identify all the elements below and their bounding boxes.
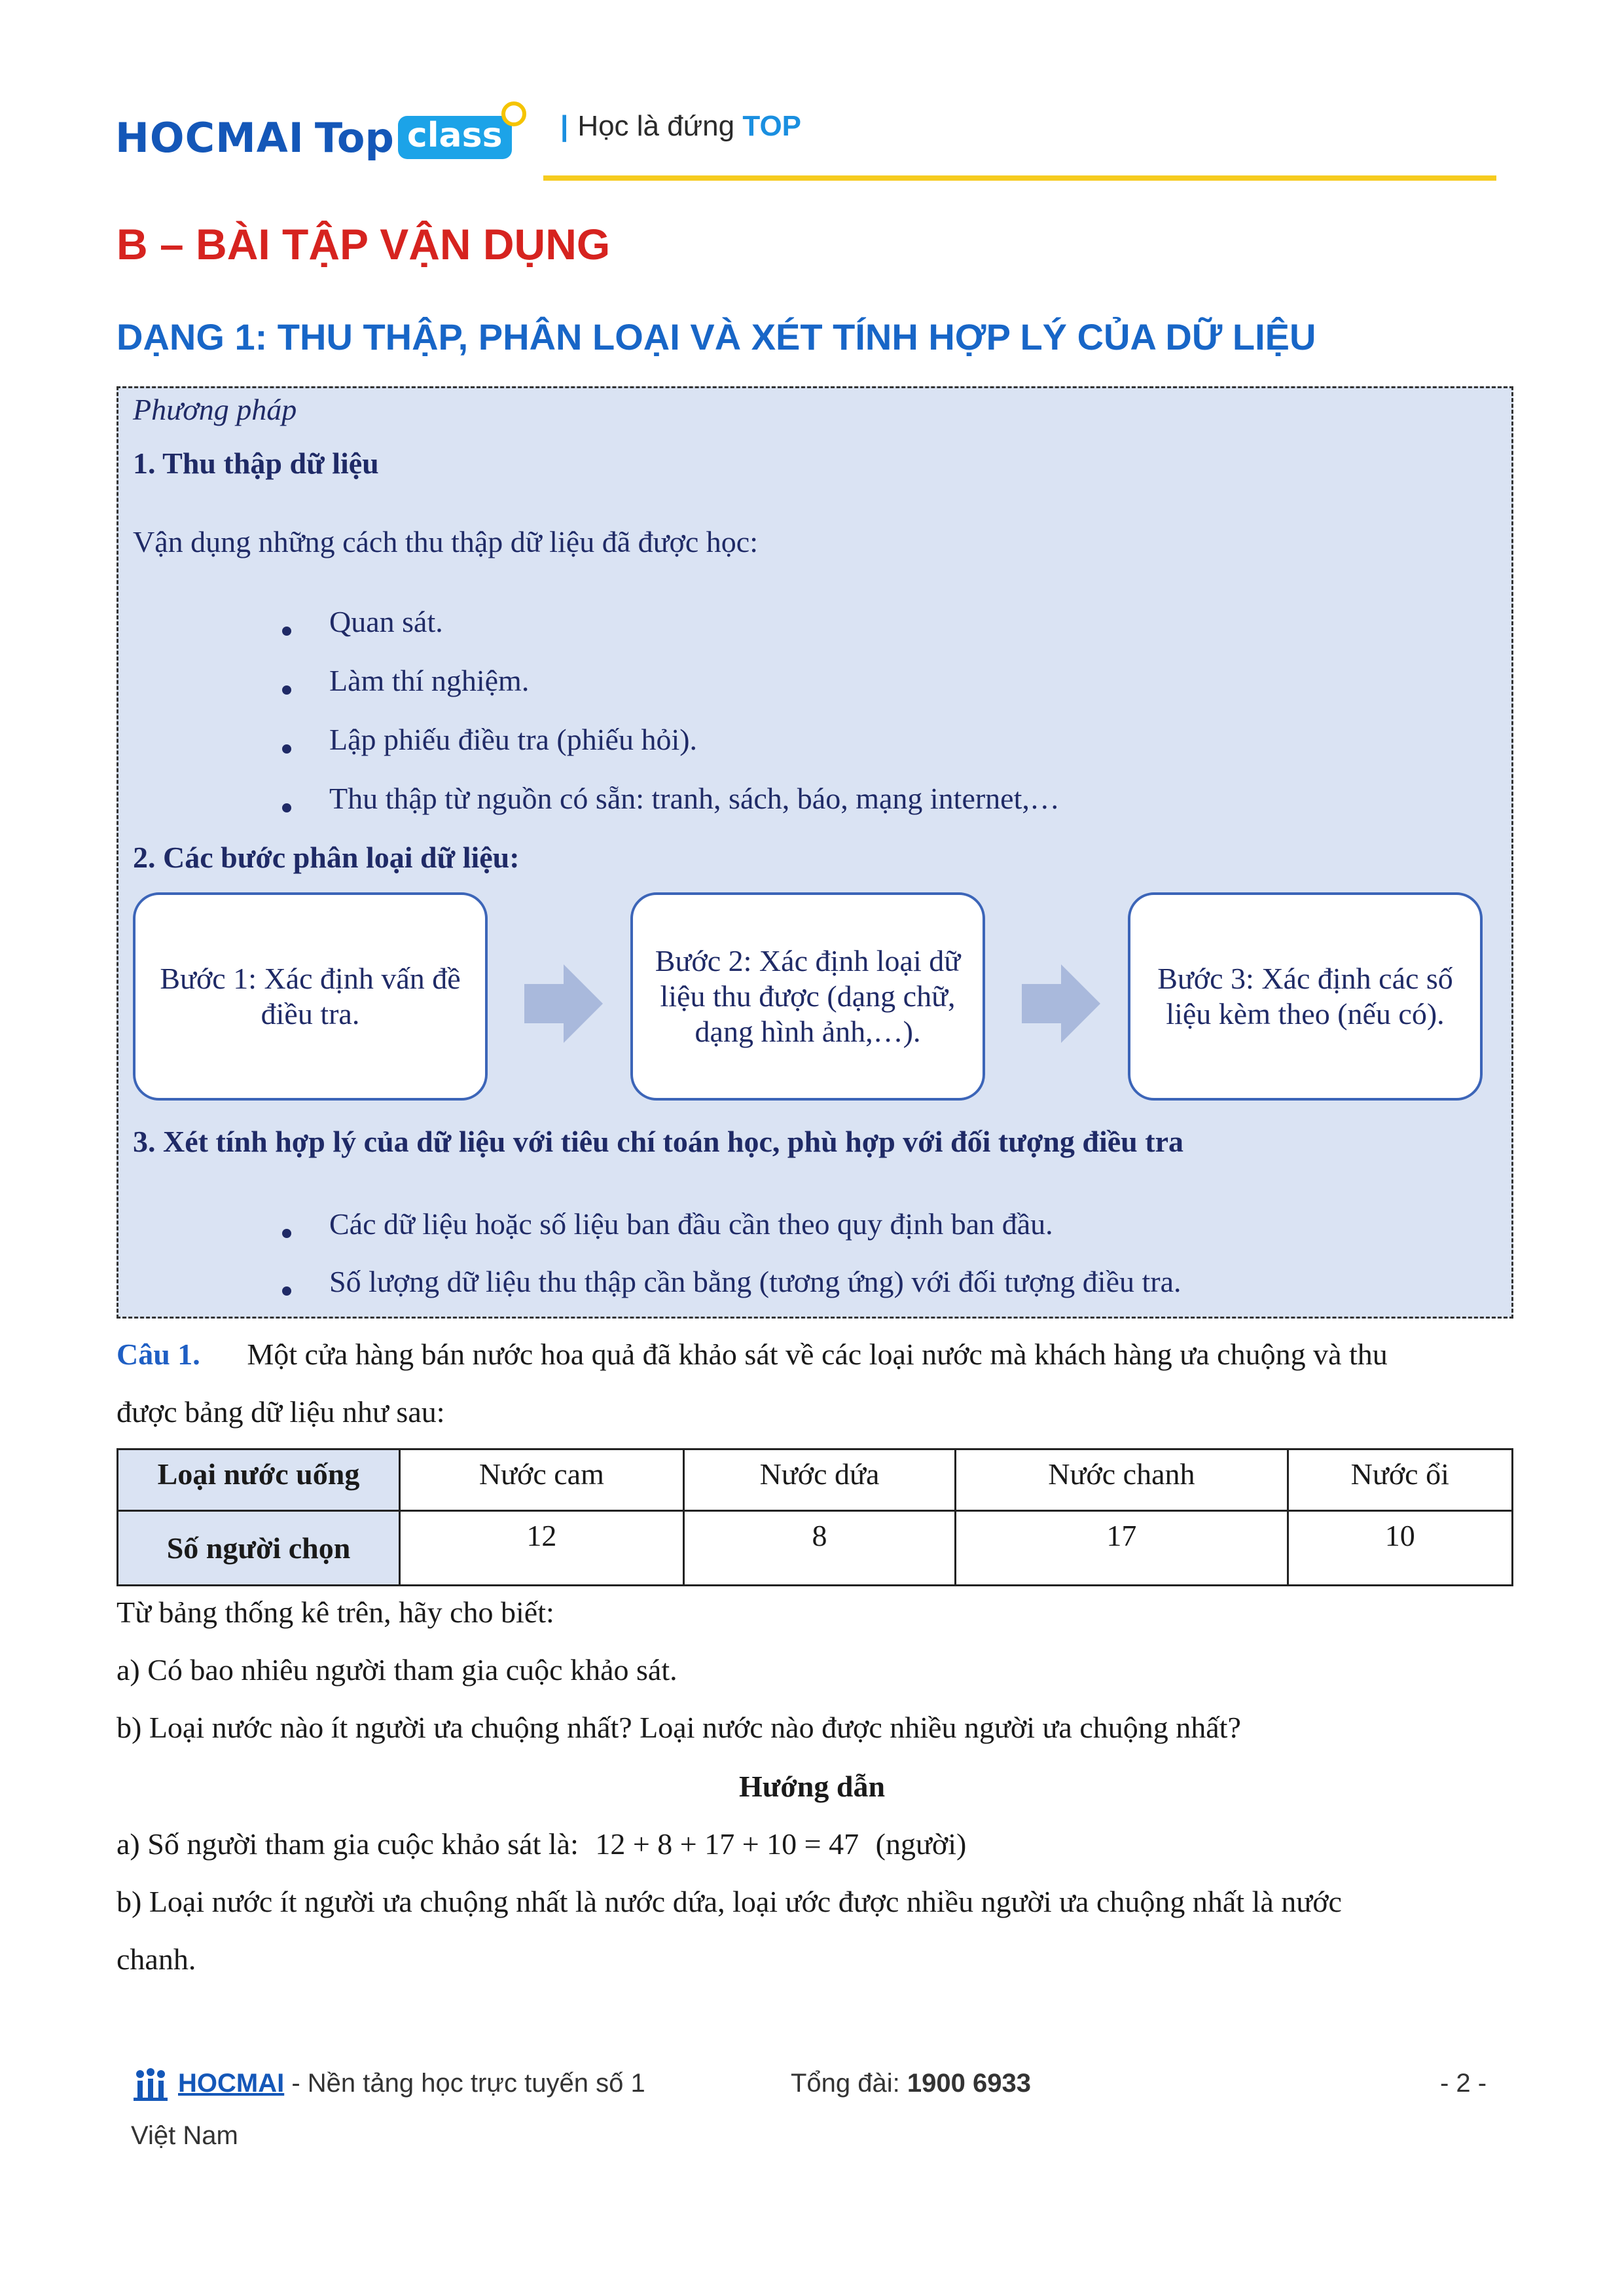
table-header-cell: Số người chọn xyxy=(118,1511,400,1586)
section-title: B – BÀI TẬP VẬN DỤNG xyxy=(117,220,611,268)
list-item: Thu thập từ nguồn có sẵn: tranh, sách, báo, mạng internet,… xyxy=(329,782,1060,815)
hotline-number: 1900 6933 xyxy=(907,2069,1031,2098)
page-number: - 2 - xyxy=(1440,2069,1487,2098)
list-item: Làm thí nghiệm. xyxy=(329,664,530,697)
guide-answer-a xyxy=(117,1827,966,1861)
tagline-separator: | xyxy=(560,110,569,142)
logo-class-badge xyxy=(398,116,512,159)
list-item: Các dữ liệu hoặc số liệu ban đầu cần theo quy định ban đầu. xyxy=(329,1207,1053,1241)
gear-icon xyxy=(501,101,526,126)
footer-slogan: - Nền tảng học trực tuyến số 1 xyxy=(291,2069,645,2098)
guide-answer-b-line1: b) Loại nước ít người ưa chuộng nhất là nước dứa, loại ước được nhiều người ưa chuộng nhất là nước xyxy=(117,1885,1342,1918)
footer-slogan-line2: Việt Nam xyxy=(131,2121,238,2150)
header-divider xyxy=(543,175,1496,181)
logo-class-text: class xyxy=(406,116,503,155)
header-tagline xyxy=(560,110,801,143)
bullet-icon xyxy=(282,744,291,754)
question-label: Câu 1. xyxy=(117,1338,200,1371)
table-cell: 8 xyxy=(683,1511,955,1586)
arrow-right-icon xyxy=(1022,964,1100,1043)
guide-answer-b-line2: chanh. xyxy=(117,1942,196,1976)
logo-hocmai-text: HOCMAI xyxy=(115,113,304,162)
footer-brand-line xyxy=(178,2069,645,2098)
list-item: Quan sát. xyxy=(329,605,443,638)
logo-top-text: Top xyxy=(314,113,394,162)
table-cell: 17 xyxy=(956,1511,1288,1586)
table-cell: Nước ổi xyxy=(1288,1449,1512,1511)
footer-brand-link[interactable]: HOCMAI xyxy=(178,2069,285,2098)
question-text-line2: được bảng dữ liệu như sau: xyxy=(117,1395,445,1429)
footer-hotline xyxy=(791,2069,1031,2098)
question-prompt: Từ bảng thống kê trên, hãy cho biết: xyxy=(117,1595,554,1629)
table-cell: Nước chanh xyxy=(956,1449,1288,1511)
bullet-icon xyxy=(282,1229,291,1238)
step-2-box xyxy=(630,892,985,1101)
answer-a-unit: (người) xyxy=(875,1827,967,1861)
tagline-accent: TOP xyxy=(742,110,802,142)
question-part-b: b) Loại nước nào ít người ưa chuộng nhất? Loại nước nào được nhiều người ưa chuộng nhất? xyxy=(117,1711,1241,1744)
question-1 xyxy=(117,1337,1388,1372)
step-1-text: Bước 1: Xác định vấn đề điều tra. xyxy=(160,961,461,1030)
step-3-box xyxy=(1128,892,1483,1101)
list-item: Lập phiếu điều tra (phiếu hỏi). xyxy=(329,723,698,756)
table-header-cell: Loại nước uống xyxy=(118,1449,400,1511)
hocmai-footer-icon xyxy=(131,2068,170,2102)
hocmai-topclass-logo xyxy=(115,105,512,170)
method-intro: Vận dụng những cách thu thập dữ liệu đã được học: xyxy=(133,525,758,558)
arrow-right-icon xyxy=(524,964,603,1043)
method-box xyxy=(117,386,1513,1319)
answer-a-prefix: a) Số người tham gia cuộc khảo sát là: xyxy=(117,1827,579,1861)
bullet-icon xyxy=(282,627,291,636)
question-text-line1: Một cửa hàng bán nước hoa quả đã khảo sát về các loại nước mà khách hàng ưa chuộng và thu xyxy=(247,1338,1388,1371)
question-part-a: a) Có bao nhiêu người tham gia cuộc khảo sát. xyxy=(117,1653,677,1686)
data-table xyxy=(117,1448,1513,1586)
list-item: Số lượng dữ liệu thu thập cần bằng (tương ứng) với đối tượng điều tra. xyxy=(329,1265,1182,1298)
step-2-text: Bước 2: Xác định loại dữ liệu thu được (dạng chữ, dạng hình ảnh,…). xyxy=(655,943,961,1049)
table-cell: Nước cam xyxy=(400,1449,684,1511)
table-cell: 10 xyxy=(1288,1511,1512,1586)
table-cell: Nước dứa xyxy=(683,1449,955,1511)
method-heading-1: 1. Thu thập dữ liệu xyxy=(133,446,379,480)
bullet-icon xyxy=(282,1286,291,1296)
method-heading-2: 2. Các bước phân loại dữ liệu: xyxy=(133,841,520,874)
table-cell: 12 xyxy=(400,1511,684,1586)
step-3-text: Bước 3: Xác định các số liệu kèm theo (nếu có). xyxy=(1157,961,1453,1030)
tagline-text: Học là đứng xyxy=(577,110,735,142)
method-heading-3: 3. Xét tính hợp lý của dữ liệu với tiêu chí toán học, phù hợp với đối tượng điều tra xyxy=(133,1125,1183,1158)
method-label: Phương pháp xyxy=(133,393,297,426)
table-row xyxy=(118,1449,1513,1511)
subsection-title: DẠNG 1: THU THẬP, PHÂN LOẠI VÀ XÉT TÍNH HỢP LÝ CỦA DỮ LIỆU xyxy=(117,316,1316,357)
answer-a-formula: 12 + 8 + 17 + 10 = 47 xyxy=(595,1827,859,1861)
hotline-label: Tổng đài: xyxy=(791,2069,900,2098)
step-1-box xyxy=(133,892,488,1101)
bullet-icon xyxy=(282,803,291,812)
guide-title: Hướng dẫn xyxy=(738,1770,886,1803)
table-row xyxy=(118,1511,1513,1586)
bullet-icon xyxy=(282,685,291,695)
